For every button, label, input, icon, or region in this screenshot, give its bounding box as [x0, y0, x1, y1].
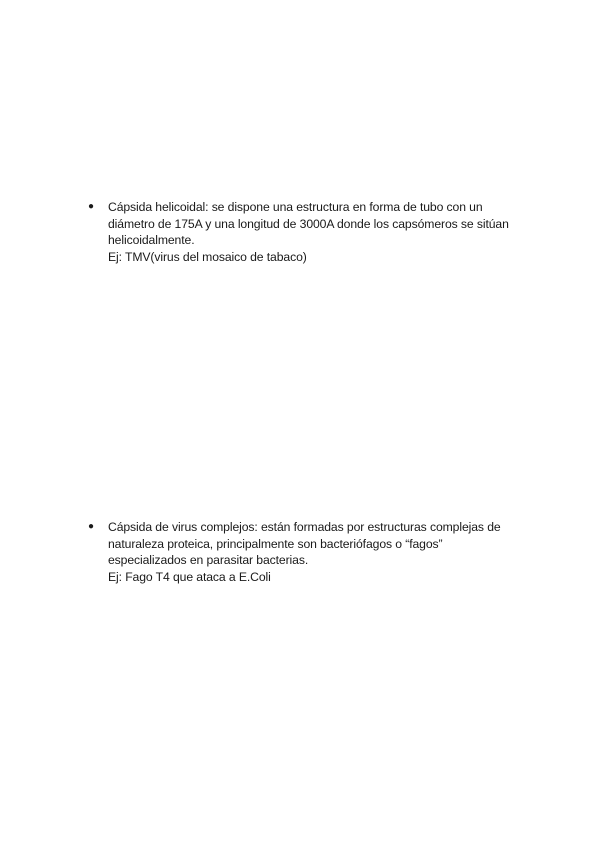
list-item-complejos — [88, 519, 528, 585]
list-item-text — [108, 199, 528, 265]
bullet-icon: ● — [88, 521, 95, 532]
example-line: Ej: TMV(virus del mosaico de tabaco) — [108, 249, 307, 264]
list-item-helicoidal — [88, 199, 528, 265]
bullet-icon: ● — [88, 201, 95, 212]
text-line: naturaleza proteica, principalmente son bacteriófagos o “fagos” — [108, 536, 443, 551]
list-item-text — [108, 519, 528, 585]
text-line: helicoidalmente. — [108, 233, 195, 247]
text-line: especializados en parasitar bacterias. — [108, 553, 309, 567]
example-line: Ej: Fago T4 que ataca a E.Coli — [108, 569, 271, 584]
text-line: Cápsida de virus complejos: están formadas por estructuras complejas de — [108, 520, 501, 534]
text-line: Cápsida helicoidal: se dispone una estructura en forma de tubo con un — [108, 200, 483, 214]
text-line: diámetro de 175A y una longitud de 3000A donde los capsómeros se sitúan — [108, 216, 509, 231]
